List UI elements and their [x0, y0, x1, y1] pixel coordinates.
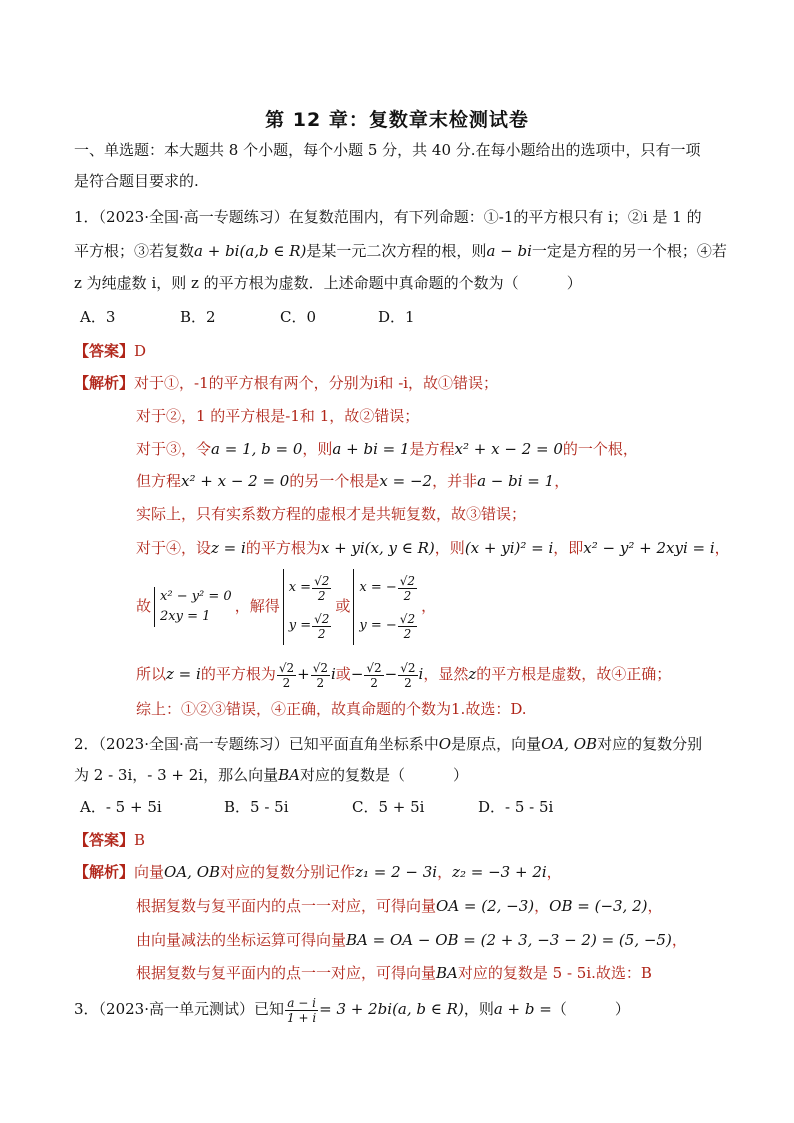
analysis-text: ，则 — [302, 440, 333, 458]
q3-text: 3．（2023·高一单元测试）已知 — [74, 1000, 284, 1018]
answer-label: 【答案】 — [74, 831, 135, 849]
fraction-denominator: 2 — [317, 588, 326, 603]
analysis-text: ， — [546, 863, 562, 881]
analysis-formula: z₂ = −3 + 2i — [452, 863, 547, 881]
analysis-formula: OA = (2, −3) — [436, 897, 535, 915]
fraction-numerator: √2 — [399, 573, 416, 588]
q2-text: ） — [452, 766, 468, 784]
analysis-text: ，显然 — [423, 665, 469, 683]
imaginary-unit: i — [330, 665, 336, 683]
analysis-text: ，解得 — [234, 597, 280, 615]
q2-stem-line1 — [74, 733, 734, 755]
q2-option-a: A．- 5 + 5i — [80, 798, 162, 816]
analysis-formula: x² + x − 2 = 0 — [181, 472, 290, 490]
section-instruction-line1: 一、单选题：本大题共 8 个小题，每个小题 5 分，共 40 分.在每小题给出的选项中，只有一项 — [74, 141, 701, 159]
analysis-text: 所以 — [136, 665, 167, 683]
analysis-text: 的一个根， — [562, 440, 638, 458]
analysis-text: 的平方根为 — [200, 665, 276, 683]
solution-system-1 — [283, 569, 333, 645]
q1-option-a: A．3 — [80, 308, 116, 326]
answer-value: D — [134, 342, 147, 360]
analysis-text: ，则 — [434, 539, 465, 557]
fraction-denominator: 2 — [404, 675, 412, 690]
answer-value: B — [134, 831, 146, 849]
fraction-numerator: √2 — [400, 660, 416, 675]
fraction — [364, 661, 383, 690]
analysis-formula: OA, OB — [164, 863, 221, 881]
q2-analysis-line3 — [136, 929, 734, 951]
q2-stem-line2 — [74, 764, 734, 786]
q1-option-c: C．0 — [280, 308, 317, 326]
q1-analysis-line6 — [136, 537, 734, 559]
analysis-text: 对应的复数分别记作 — [220, 863, 356, 881]
q2-formula: BA — [278, 766, 300, 784]
q2-answer — [74, 829, 734, 851]
q3-text: （ — [551, 1000, 567, 1018]
fraction-numerator: √2 — [399, 611, 416, 626]
analysis-formula: BA — [436, 964, 458, 982]
q1-analysis-line9: 综上：①②③错误，④正确，故真命题的个数为1.故选：D. — [136, 700, 527, 718]
q3-formula: a + b = — [493, 1000, 552, 1018]
analysis-text: 由向量减法的坐标运算可得向量 — [136, 931, 347, 949]
analysis-text: 对应的复数是 5 - 5i.故选：B — [457, 964, 652, 982]
section-instruction-line2: 是符合题目要求的. — [74, 172, 199, 190]
fraction-numerator: √2 — [312, 660, 328, 675]
operator: − — [384, 665, 398, 683]
q2-text: 2．（2023·全国·高一专题练习）已知平面直角坐标系中 — [74, 735, 439, 753]
imaginary-unit: i — [418, 665, 424, 683]
analysis-text: 对于①，-1的平方根有两个，分别为i和 -i，故①错误； — [134, 374, 499, 392]
q2-option-b: B．5 - 5i — [224, 798, 289, 816]
analysis-text: 或 — [335, 665, 351, 683]
fraction — [312, 612, 331, 641]
analysis-text: 的平方根是虚数，故④正确； — [476, 665, 672, 683]
analysis-formula: OB = (−3, 2) — [549, 897, 648, 915]
q2-option-c: C．5 + 5i — [352, 798, 425, 816]
analysis-formula: x² + x − 2 = 0 — [454, 440, 563, 458]
analysis-text: ， — [421, 597, 437, 615]
analysis-formula: a = 1, b = 0 — [211, 440, 303, 458]
analysis-formula: z₁ = 2 − 3i — [355, 863, 438, 881]
fraction-denominator: 2 — [370, 675, 378, 690]
q1-analysis-line8 — [136, 659, 734, 690]
fraction — [398, 661, 417, 690]
equation: y = — [288, 618, 312, 633]
analysis-text: 对于③，令 — [136, 440, 212, 458]
analysis-text: ，并非 — [432, 472, 478, 490]
analysis-text: 或 — [335, 597, 351, 615]
q1-text: z 为纯虚数 i，则 z 的平方根为虚数．上述命题中真命题的个数为（ — [74, 274, 519, 292]
q2-formula: OA, OB — [541, 735, 598, 753]
analysis-text: 根据复数与复平面内的点一一对应，可得向量 — [136, 964, 437, 982]
equation: x = − — [359, 580, 397, 595]
analysis-text: ，即 — [553, 539, 584, 557]
q1-formula: a − bi — [486, 242, 532, 260]
q2-analysis-line1 — [74, 861, 734, 883]
equation-system — [154, 587, 232, 627]
analysis-text: ， — [554, 472, 570, 490]
analysis-text: 故 — [136, 597, 152, 615]
q1-analysis-line2: 对于②，1 的平方根是-1和 1，故②错误； — [136, 407, 420, 425]
q1-text: 平方根；③若复数 — [74, 242, 195, 260]
analysis-text: 但方程 — [136, 472, 182, 490]
equation: y = − — [359, 618, 397, 633]
analysis-formula: (x + yi)² = i — [464, 539, 554, 557]
q1-options — [80, 306, 734, 328]
q3-formula: = 3 + 2bi(a, b ∈ R) — [319, 1000, 464, 1018]
fraction — [277, 661, 296, 690]
q1-stem-line3 — [74, 272, 734, 294]
analysis-text: 根据复数与复平面内的点一一对应，可得向量 — [136, 897, 437, 915]
fraction — [311, 661, 330, 690]
q2-options — [80, 796, 734, 818]
q2-analysis-line4 — [136, 962, 734, 984]
equation: x² − y² = 0 — [160, 589, 232, 604]
q1-analysis-line7 — [136, 566, 734, 646]
analysis-text: 是方程 — [409, 440, 455, 458]
analysis-formula: x = −2 — [379, 472, 433, 490]
fraction-numerator: √2 — [314, 611, 330, 626]
q2-text: 对应的复数分别 — [597, 735, 703, 753]
analysis-label: 【解析】 — [74, 374, 135, 392]
fraction — [312, 574, 331, 603]
fraction-denominator: 2 — [316, 675, 325, 690]
answer-label: 【答案】 — [74, 342, 135, 360]
fraction-denominator: 2 — [317, 626, 326, 641]
q1-formula: a + bi(a,b ∈ R) — [194, 242, 307, 260]
q2-option-d: D．- 5 - 5i — [478, 798, 554, 816]
analysis-text: 向量 — [134, 863, 165, 881]
operator: − — [350, 665, 364, 683]
q2-text: 为 2 - 3i，- 3 + 2i，那么向量 — [74, 766, 279, 784]
equation: 2xy = 1 — [160, 609, 211, 624]
fraction-denominator: 2 — [403, 626, 412, 641]
q3-stem-line1 — [74, 992, 734, 1026]
q1-text: ） — [566, 274, 582, 292]
fraction — [398, 612, 417, 641]
fraction-numerator: √2 — [314, 573, 330, 588]
analysis-formula: x + yi(x, y ∈ R) — [320, 539, 435, 557]
q1-answer — [74, 340, 734, 362]
q1-stem-line1: 1．（2023·全国·高一专题练习）在复数范围内，有下列命题：①-1的平方根只有 i；②i 是 1 的 — [74, 208, 702, 226]
q2-text: 对应的复数是（ — [299, 766, 405, 784]
q1-analysis-line4 — [136, 470, 734, 492]
operator: + — [297, 665, 310, 683]
fraction-numerator: √2 — [278, 660, 295, 675]
analysis-text: ， — [671, 931, 687, 949]
fraction-denominator: 2 — [282, 675, 291, 690]
fraction-denominator: 2 — [403, 588, 412, 603]
analysis-text: ， — [714, 539, 730, 557]
analysis-label: 【解析】 — [74, 863, 135, 881]
q1-option-b: B．2 — [180, 308, 216, 326]
analysis-text: ， — [647, 897, 663, 915]
analysis-text: ， — [534, 897, 550, 915]
analysis-formula: z — [468, 665, 477, 683]
analysis-formula: a + bi = 1 — [332, 440, 410, 458]
q2-analysis-line2 — [136, 895, 734, 917]
q1-option-d: D．1 — [378, 308, 415, 326]
analysis-text: 的另一个根是 — [289, 472, 380, 490]
analysis-text: ， — [437, 863, 453, 881]
q1-analysis-line3 — [136, 438, 734, 460]
analysis-formula: z = i — [166, 665, 201, 683]
analysis-text: 的平方根为 — [245, 539, 321, 557]
analysis-formula: a − bi = 1 — [477, 472, 555, 490]
q1-stem-line2 — [74, 240, 734, 262]
q3-text: ） — [614, 1000, 630, 1018]
fraction — [285, 996, 318, 1025]
equation: x = — [288, 580, 312, 595]
fraction-numerator: a − i — [285, 996, 318, 1011]
q2-text: 是原点，向量 — [451, 735, 542, 753]
q1-text: 是某一元二次方程的根，则 — [306, 242, 487, 260]
solution-system-2 — [353, 569, 418, 645]
analysis-formula: BA = OA − OB = (2 + 3, −3 − 2) = (5, −5) — [346, 931, 672, 949]
q1-analysis-line1 — [74, 372, 734, 394]
q2-formula: O — [438, 735, 452, 753]
q1-text: 一定是方程的另一个根；④若 — [531, 242, 727, 260]
q1-analysis-line5: 实际上，只有实系数方程的虚根才是共轭复数，故③错误； — [136, 505, 527, 523]
fraction-denominator: 1 + i — [287, 1010, 317, 1025]
analysis-text: 对于④，设 — [136, 539, 212, 557]
q3-text: ，则 — [463, 1000, 494, 1018]
fraction — [398, 574, 417, 603]
analysis-formula: z = i — [211, 539, 246, 557]
analysis-formula: x² − y² + 2xyi = i — [583, 539, 715, 557]
page-title: 第 12 章：复数章末检测试卷 — [265, 109, 529, 131]
fraction-numerator: √2 — [366, 660, 382, 675]
